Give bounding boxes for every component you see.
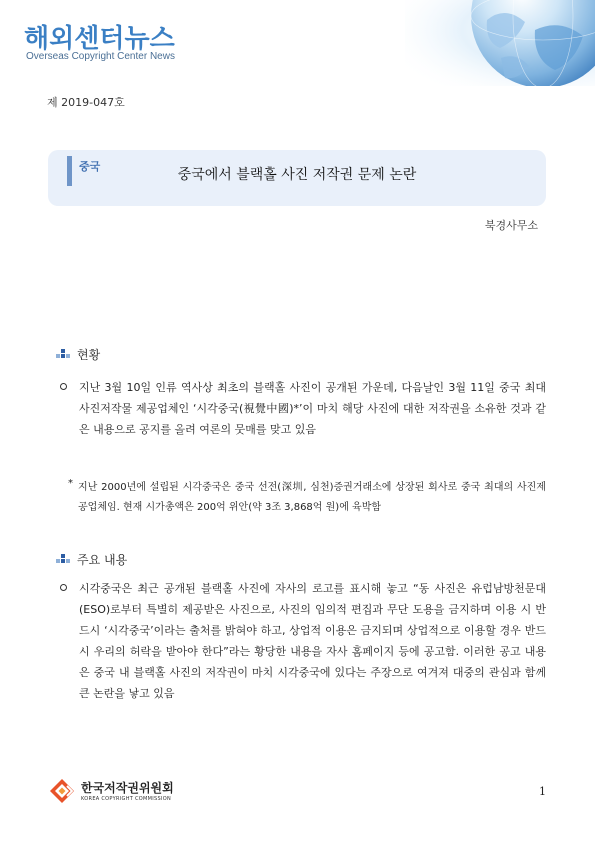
section-heading-main [55, 551, 127, 568]
page-header [0, 0, 595, 86]
country-tag: 중국 [79, 160, 101, 173]
footnote-text: 지난 2000년에 설립된 시각중국은 중국 선전(深圳, 심천)증권거래소에 상장된 회사로 중국 최대의 사진제공업체임. 현재 시가총액은 200억 위안(약 3조 3,868억 원)에 육박함 [78, 482, 546, 513]
page-number: 1 [539, 785, 546, 798]
footnote [68, 478, 546, 518]
section-square-icon [55, 349, 69, 361]
globe-graphic [405, 0, 595, 86]
section-square-icon [55, 554, 69, 566]
asterisk-mark: * [68, 478, 73, 489]
paragraph [60, 578, 546, 704]
office-name: 북경사무소 [484, 219, 538, 232]
section-heading-text: 현황 [77, 348, 101, 362]
section-heading-status [55, 346, 100, 363]
circle-bullet-icon [60, 584, 67, 591]
paragraph [60, 377, 546, 440]
circle-bullet-icon [60, 383, 67, 390]
organization-name-en: KOREA COPYRIGHT COMMISSION [81, 796, 172, 802]
newsletter-subtitle: Overseas Copyright Center News [26, 51, 175, 62]
article-title-box [48, 150, 546, 206]
article-title: 중국에서 블랙홀 사진 저작권 문제 논란 [177, 167, 417, 183]
page-footer [48, 776, 546, 808]
paragraph-text: 시각중국은 최근 공개된 블랙홀 사진에 자사의 로고를 표시해 놓고 “동 사진은 유럽남방천문대(ESO)로부터 특별히 제공받은 사진으로, 사진의 임의적 편집과 무단 도용을 금지하며 이용 시 반드시 ‘시각중국’이라는 출처를 밝혀야 하고, 상업적 이용은 금지되며 상업적으로 이용할 경우 반드시 우리의 허락을 받아야 한다”라는 황당한 내용을 자사 홈페이지 등에 공고함. 이러한 공고 내용은 중국 내 블랙홀 사진의 저작권이 마치 시각중국에 있다는 주장으로 여겨져 대중의 관심과 함께 큰 논란을 낳고 있음 [79, 582, 546, 700]
organization-name: 한국저작권위원회 [81, 781, 174, 795]
commission-logo-icon [48, 777, 76, 805]
paragraph-text: 지난 3월 10일 인류 역사상 최초의 블랙홀 사진이 공개된 가운데, 다음날인 3월 11일 중국 최대 사진저작물 제공업체인 ‘시각중국(視覺中國)*’이 마치 해당 사진에 대한 저작권을 소유한 것과 같은 내용으로 공지를 올려 여론의 뭇매를 맞고 있음 [79, 381, 546, 436]
section-heading-text: 주요 내용 [77, 553, 128, 567]
issue-number: 제 2019-047호 [47, 96, 125, 109]
newsletter-title: 해외센터뉴스 [24, 24, 175, 54]
